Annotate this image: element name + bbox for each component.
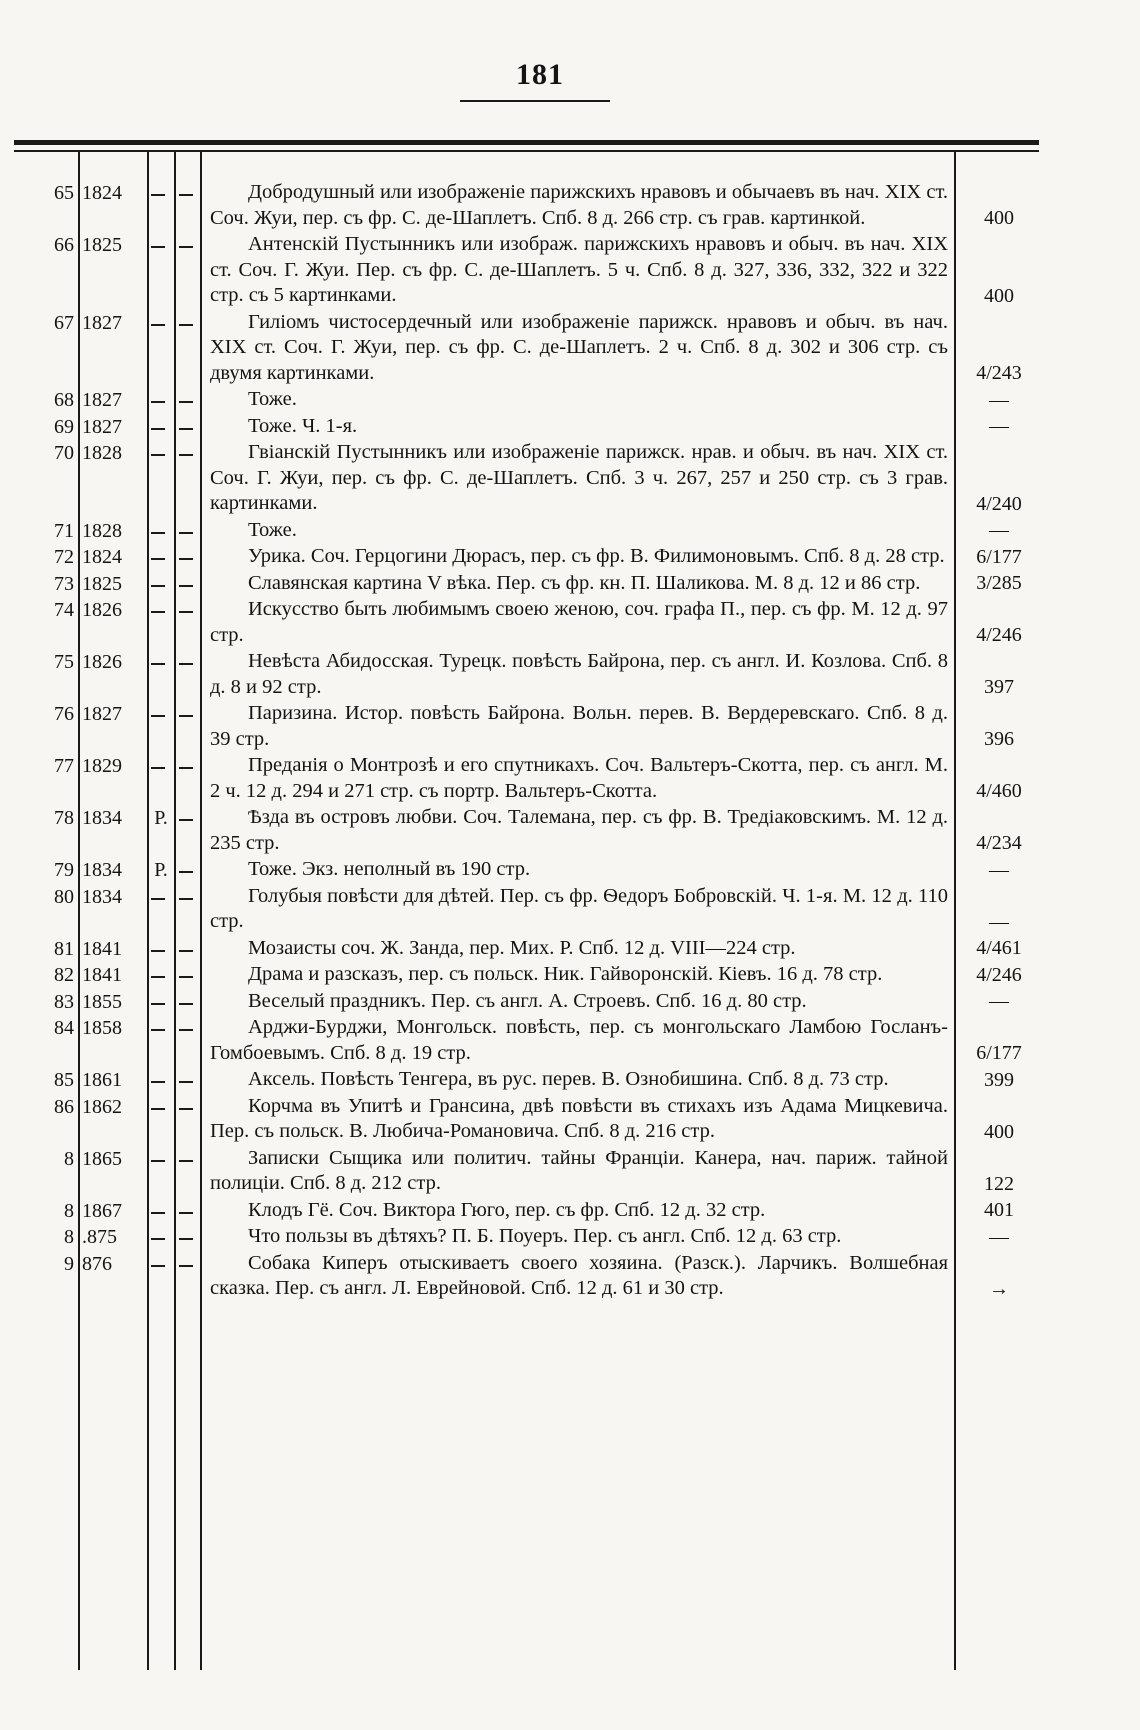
dash-mark [151, 585, 165, 587]
catalog-table [14, 180, 1039, 1303]
entry-number: 71 [54, 519, 74, 542]
entry-reference: 4/240 [976, 492, 1022, 515]
entry-number: 8 [64, 1199, 74, 1222]
entry-reference: 401 [984, 1199, 1014, 1221]
dash-mark [179, 715, 193, 717]
entry-description: Собака Киперъ отыскиваетъ своего хозяина. (Разск.). Ларчикъ. Волшебная сказка. Пер. съ англ. Л. Еврейновой. Спб. 12 д. 61 и 30 стр. [210, 1251, 948, 1299]
entry-reference: 4/246 [976, 963, 1022, 986]
header-rule-thick [14, 140, 1039, 145]
entry-description: Голубыя повѣсти для дѣтей. Пер. съ фр. Ѳедоръ Бобровскій. Ч. 1-я. М. 12 д. 110 стр. [210, 884, 948, 932]
table-row [14, 1067, 1039, 1094]
entry-year: 1827 [82, 415, 122, 438]
entry-mark: Р. [154, 859, 168, 881]
entry-year: 1855 [82, 990, 122, 1013]
dash-mark [179, 1081, 193, 1083]
dash-mark [179, 871, 193, 873]
entry-description: Мозаисты соч. Ж. Занда, пер. Мих. Р. Спб. 12 д. VIII—224 стр. [248, 936, 796, 959]
dash-mark [151, 950, 165, 952]
entry-year: 1834 [82, 885, 122, 908]
entry-reference: 396 [984, 728, 1014, 750]
table-row [14, 232, 1039, 310]
dash-mark [151, 1108, 165, 1110]
entry-year: 1826 [82, 651, 122, 673]
dash-mark [179, 401, 193, 403]
dash-mark [151, 1238, 165, 1240]
dash-mark [179, 1212, 193, 1214]
entry-description: Аксель. Повѣсть Тенгера, въ рус. перев. В. Ознобишина. Спб. 8 д. 73 стр. [248, 1068, 889, 1090]
dash-mark [179, 1238, 193, 1240]
dash-mark [151, 1081, 165, 1083]
entry-description: Антенскій Пустынникъ или изображ. парижскихъ нравовъ и обыч. въ нач. XIX ст. Соч. Г. Жуи. Пер. съ фр. С. де-Шаплетъ. 5 ч. Спб. 8 д. 327, 336, 332, 322 и 322 стр. съ 5 картинками. [210, 233, 948, 306]
table-row [14, 1146, 1039, 1198]
entry-year: 1841 [82, 964, 122, 986]
entry-description: Тоже. Ч. 1-я. [248, 414, 358, 437]
entry-number: 9 [64, 1252, 74, 1275]
entry-year: 1861 [82, 1069, 122, 1091]
table-row [14, 597, 1039, 649]
entry-description: Что пользы въ дѣтяхъ? П. Б. Поуеръ. Пер. съ англ. Спб. 12 д. 63 стр. [248, 1225, 842, 1247]
entry-reference: — [989, 910, 1009, 933]
dash-mark [179, 246, 193, 248]
entry-number: 80 [54, 885, 74, 908]
table-row [14, 1251, 1039, 1303]
entry-reference: — [989, 990, 1009, 1012]
table-row [14, 1198, 1039, 1225]
table-row [14, 989, 1039, 1016]
entry-mark: Р. [154, 807, 168, 829]
entry-description: Искусство быть любимымъ своею женою, соч. графа П., пер. съ фр. М. 12 д. 97 стр. [210, 598, 948, 646]
entry-reference: 4/234 [976, 832, 1022, 854]
entry-description: Преданія о Монтрозѣ и его спутникахъ. Соч. Вальтеръ-Скотта, пер. съ англ. М. 2 ч. 12 д. 294 и 271 стр. съ портр. Вальтеръ-Скотта. [210, 754, 948, 802]
table-row [14, 310, 1039, 388]
dash-mark [179, 898, 193, 900]
entry-year: 1834 [82, 807, 122, 829]
dash-mark [179, 976, 193, 978]
entry-year: 1828 [82, 519, 122, 542]
dash-mark [179, 324, 193, 326]
table-row [14, 962, 1039, 989]
header-rule-thin [14, 150, 1039, 152]
entry-reference: 3/285 [976, 572, 1022, 594]
dash-mark [179, 1108, 193, 1110]
dash-mark [179, 194, 193, 196]
entry-reference: — [989, 415, 1009, 437]
table-row [14, 387, 1039, 414]
entry-reference: — [989, 1225, 1009, 1248]
dash-mark [151, 976, 165, 978]
entry-reference: → [989, 1277, 1009, 1300]
dash-mark [151, 767, 165, 769]
dash-mark [151, 663, 165, 665]
dash-mark [151, 246, 165, 248]
entry-reference: 400 [984, 284, 1014, 307]
entry-number: 78 [54, 807, 74, 829]
entry-number: 84 [54, 1017, 74, 1039]
entry-number: 85 [54, 1069, 74, 1091]
dash-mark [179, 532, 193, 534]
table-row [14, 936, 1039, 963]
entry-number: 73 [54, 572, 74, 595]
dash-mark [179, 585, 193, 587]
entry-year: 1862 [82, 1095, 122, 1118]
entry-year: 1827 [82, 703, 122, 725]
table-row [14, 857, 1039, 884]
entry-description: Гиліомъ чистосердечный или изображеніе парижск. нравовъ и обыч. въ нач. XIX ст. Соч. Г. Жуи, пер. съ фр. С. де-Шаплетъ. 2 ч. Спб. 8 д. 302 и 306 стр. съ двумя картинками. [210, 310, 948, 384]
entry-number: 66 [54, 234, 74, 256]
table-row [14, 544, 1039, 571]
dash-mark [179, 454, 193, 456]
entry-year: 1834 [82, 859, 122, 881]
dash-mark [151, 1265, 165, 1267]
entry-number: 83 [54, 990, 74, 1013]
entry-description: Веселый праздникъ. Пер. съ англ. А. Строевъ. Спб. 16 д. 80 стр. [248, 989, 807, 1012]
entry-description: Клодъ Гё. Соч. Виктора Гюго, пер. съ фр. Спб. 12 д. 32 стр. [248, 1198, 766, 1221]
entry-description: Невѣста Абидосская. Турецк. повѣсть Байрона, пер. съ англ. И. Козлова. Спб. 8 д. 8 и 92 стр. [210, 650, 948, 698]
entry-reference: 4/246 [976, 624, 1022, 646]
dash-mark [179, 558, 193, 560]
dash-mark [179, 767, 193, 769]
entry-reference: 4/460 [976, 780, 1022, 802]
table-row [14, 649, 1039, 701]
entry-reference: — [989, 388, 1009, 411]
dash-mark [151, 532, 165, 534]
entry-description: Тоже. [248, 388, 297, 410]
dash-mark [151, 324, 165, 326]
entry-number: 72 [54, 546, 74, 568]
entry-number: 82 [54, 964, 74, 986]
table-row [14, 440, 1039, 518]
entry-year: 1865 [82, 1147, 122, 1170]
entry-description: Тоже. Экз. неполный въ 190 стр. [248, 858, 531, 880]
dash-mark [179, 611, 193, 613]
entry-number: 69 [54, 415, 74, 438]
table-row [14, 180, 1039, 232]
entry-year: 1867 [82, 1199, 122, 1222]
dash-mark [151, 1212, 165, 1214]
table-row [14, 518, 1039, 545]
entry-description: Урика. Соч. Герцогини Дюрасъ, пер. съ фр. В. Филимоновымъ. Спб. 8 д. 28 стр. [248, 545, 945, 567]
entry-description: Драма и разсказъ, пер. съ польск. Ник. Гайворонскій. Кіевъ. 16 д. 78 стр. [248, 963, 883, 985]
dash-mark [179, 1003, 193, 1005]
table-row [14, 805, 1039, 857]
entry-reference: 6/177 [976, 1042, 1022, 1064]
table-row [14, 1015, 1039, 1067]
dash-mark [179, 1160, 193, 1162]
entry-description: Ѣзда въ островъ любви. Соч. Талемана, пер. съ фр. В. Тредіаковскимъ. М. 12 д. 235 стр. [210, 806, 948, 854]
dash-mark [151, 1160, 165, 1162]
entry-year: .875 [82, 1226, 117, 1248]
table-row [14, 1094, 1039, 1146]
entry-number: 74 [54, 599, 74, 621]
entry-reference: 122 [984, 1172, 1014, 1195]
dash-mark [179, 1265, 193, 1267]
entry-number: 8 [64, 1147, 74, 1170]
entry-description: Гвіанскій Пустынникъ или изображеніе парижск. нрав. и обыч. въ нач. XIX ст. Соч. Г. Жуи, пер. съ фр. С. де-Шаплетъ. Спб. 3 ч. 267, 257 и 250 стр. съ 3 грав. картинками. [210, 441, 948, 514]
dash-mark [179, 428, 193, 430]
entry-year: 1827 [82, 389, 122, 411]
entry-number: 79 [54, 859, 74, 881]
entry-reference: 399 [984, 1068, 1014, 1091]
entry-reference: 400 [984, 1120, 1014, 1143]
entry-number: 8 [64, 1226, 74, 1248]
table-row [14, 571, 1039, 598]
entry-description: Арджи-Бурджи, Монгольск. повѣсть, пер. съ монгольскаго Ламбою Госланъ-Гомбоевымъ. Спб. 8 д. 19 стр. [210, 1016, 948, 1064]
page-number-underline [460, 100, 610, 102]
dash-mark [151, 898, 165, 900]
entry-number: 76 [54, 703, 74, 725]
entry-description: Записки Сыщика или политич. тайны Франціи. Канера, нач. париж. тайной полиціи. Спб. 8 д. 212 стр. [210, 1146, 948, 1194]
entry-reference: 400 [984, 207, 1014, 229]
dash-mark [151, 715, 165, 717]
entry-year: 876 [82, 1252, 112, 1275]
entry-year: 1858 [82, 1017, 122, 1039]
entry-description: Славянская картина V вѣка. Пер. съ фр. кн. П. Шаликова. М. 8 д. 12 и 86 стр. [248, 571, 921, 594]
dash-mark [179, 819, 193, 821]
dash-mark [151, 428, 165, 430]
dash-mark [179, 950, 193, 952]
dash-mark [151, 454, 165, 456]
table-row [14, 414, 1039, 441]
entry-number: 68 [54, 389, 74, 411]
dash-mark [151, 1029, 165, 1031]
dash-mark [151, 401, 165, 403]
entry-description: Добродушный или изображеніе парижскихъ нравовъ и обычаевъ въ нач. XIX ст. Соч. Жуи, пер. съ фр. С. де-Шаплетъ. Спб. 8 д. 266 стр. съ грав. картинкой. [210, 181, 948, 229]
entry-year: 1826 [82, 599, 122, 621]
entry-reference: 397 [984, 676, 1014, 698]
entry-number: 65 [54, 182, 74, 204]
dash-mark [151, 611, 165, 613]
entry-reference: 4/243 [976, 362, 1022, 384]
entry-year: 1828 [82, 442, 122, 464]
entry-description: Тоже. [248, 518, 297, 541]
entry-reference: — [989, 519, 1009, 541]
entry-number: 75 [54, 651, 74, 673]
dash-mark [179, 663, 193, 665]
entry-year: 1824 [82, 546, 122, 568]
entry-number: 70 [54, 442, 74, 464]
page-number: 181 [516, 58, 564, 91]
entry-year: 1841 [82, 937, 122, 960]
table-row [14, 1224, 1039, 1251]
table-row [14, 701, 1039, 753]
entry-number: 77 [54, 755, 74, 777]
entry-number: 86 [54, 1095, 74, 1118]
entry-number: 67 [54, 311, 74, 334]
entry-number: 81 [54, 937, 74, 960]
entry-year: 1827 [82, 311, 122, 334]
entry-year: 1825 [82, 572, 122, 595]
dash-mark [151, 194, 165, 196]
entry-reference: 6/177 [976, 545, 1022, 568]
entry-reference: 4/461 [976, 937, 1022, 959]
entry-reference: — [989, 858, 1009, 881]
entry-year: 1824 [82, 182, 122, 204]
dash-mark [151, 558, 165, 560]
entry-year: 1829 [82, 755, 122, 777]
dash-mark [151, 1003, 165, 1005]
table-row [14, 884, 1039, 936]
dash-mark [179, 1029, 193, 1031]
entry-description: Паризина. Истор. повѣсть Байрона. Вольн. перев. В. Вердеревскаго. Спб. 8 д. 39 стр. [210, 702, 948, 750]
entry-year: 1825 [82, 234, 122, 256]
table-row [14, 753, 1039, 805]
entry-description: Корчма въ Упитѣ и Грансина, двѣ повѣсти въ стихахъ изъ Адама Мицкевича. Пер. съ польск. В. Любича-Романовича. Спб. 8 д. 216 стр. [210, 1094, 948, 1142]
